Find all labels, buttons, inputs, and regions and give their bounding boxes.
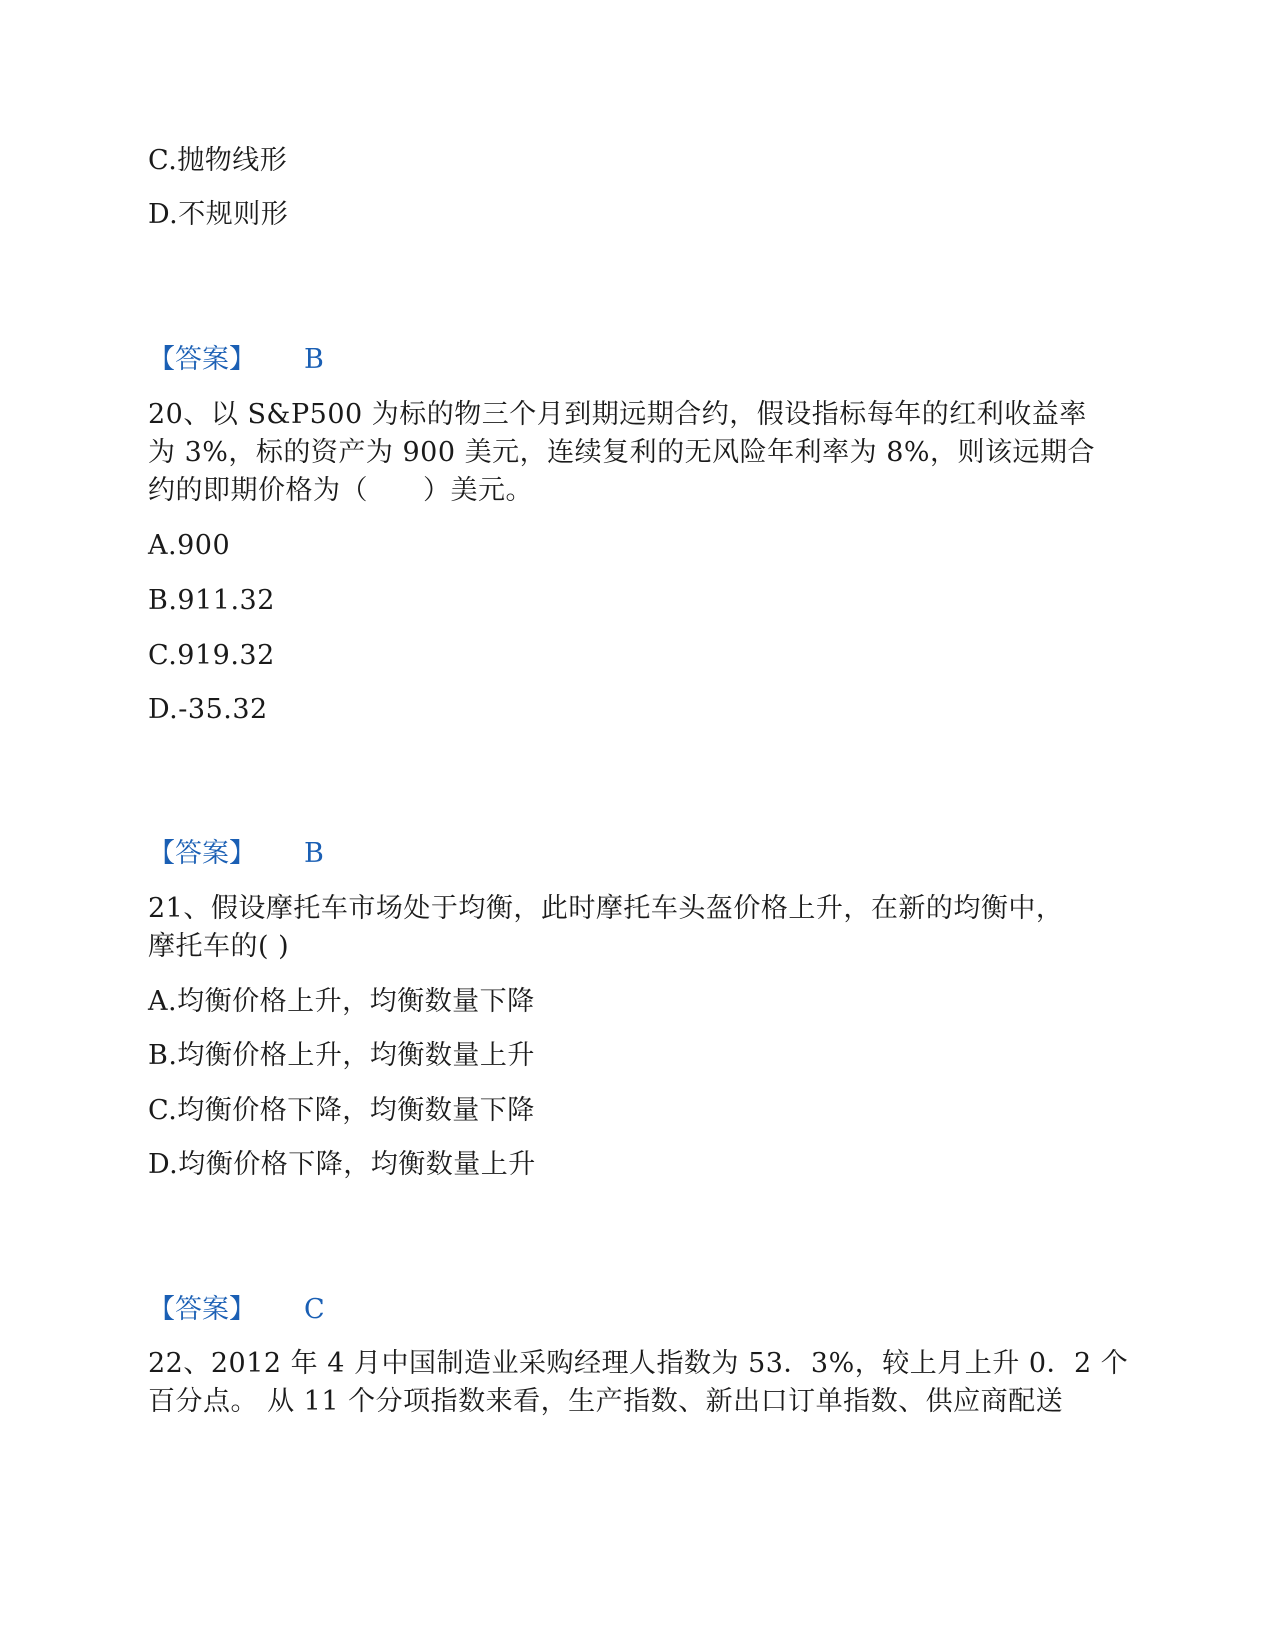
answer-block (148, 835, 324, 873)
answer-block (148, 341, 324, 379)
question-21-text: 21、假设摩托车市场处于均衡，此时摩托车头盔价格上升，在新的均衡中， (148, 893, 1064, 924)
answer-label: 【答案】 (148, 838, 256, 869)
option-d: D.-35.32 (148, 694, 268, 725)
question-20-text: 约的即期价格为（ ）美元。 (148, 475, 533, 506)
answer-label: 【答案】 (148, 344, 256, 375)
answer-value: C (304, 1294, 325, 1325)
option-c: C.919.32 (148, 640, 275, 671)
option-c: C.抛物线形 (148, 145, 288, 176)
question-20-text: 为 3%，标的资产为 900 美元，连续复利的无风险年利率为 8%，则该远期合 (148, 437, 1096, 468)
answer-block (148, 1291, 325, 1329)
option-a: A.900 (148, 530, 231, 561)
answer-label: 【答案】 (148, 1294, 256, 1325)
question-20-text: 20、以 S&P500 为标的物三个月到期远期合约，假设指标每年的红利收益率 (148, 399, 1087, 430)
option-b: B.均衡价格上升，均衡数量上升 (148, 1040, 535, 1071)
answer-value: B (304, 344, 324, 375)
answer-value: B (304, 838, 324, 869)
option-b: B.911.32 (148, 585, 275, 616)
option-a: A.均衡价格上升，均衡数量下降 (148, 986, 535, 1017)
question-22-text: 22、2012 年 4 月中国制造业采购经理人指数为 53．3%，较上月上升 0．2 个 (148, 1348, 1129, 1379)
option-d: D.不规则形 (148, 199, 289, 230)
option-d: D.均衡价格下降，均衡数量上升 (148, 1149, 536, 1180)
question-22-text: 百分点。 从 11 个分项指数来看，生产指数、新出口订单指数、供应商配送 (148, 1386, 1064, 1417)
option-c: C.均衡价格下降，均衡数量下降 (148, 1095, 535, 1126)
question-21-text: 摩托车的( ) (148, 931, 290, 962)
